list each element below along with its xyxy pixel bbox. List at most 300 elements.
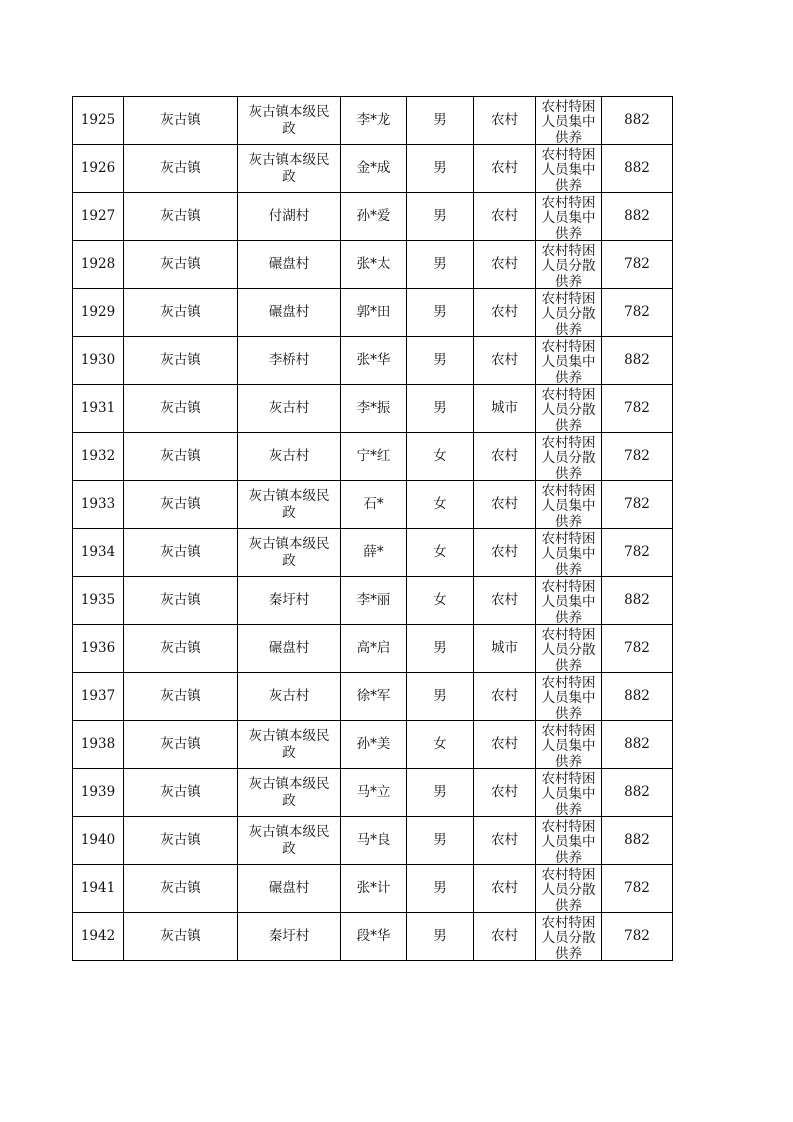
cell-support-type-text: 农村特困人员集中供养 xyxy=(541,194,596,240)
cell-name-text: 马*良 xyxy=(356,832,391,848)
cell-name-text: 张*计 xyxy=(356,880,391,896)
cell-residence xyxy=(474,577,536,625)
cell-town xyxy=(124,865,238,913)
cell-amount-text: 882 xyxy=(624,592,650,608)
cell-name-text: 孙*爱 xyxy=(356,208,391,224)
cell-amount-text: 782 xyxy=(624,400,650,416)
cell-town-text: 灰古镇 xyxy=(160,400,201,416)
cell-amount xyxy=(602,769,673,817)
cell-amount-text: 782 xyxy=(624,256,650,272)
cell-amount-text: 882 xyxy=(624,688,650,704)
cell-id xyxy=(73,529,124,577)
cell-amount xyxy=(602,913,673,961)
cell-gender xyxy=(407,481,474,529)
cell-support-type xyxy=(536,481,602,529)
cell-amount xyxy=(602,193,673,241)
cell-village xyxy=(238,385,341,433)
cell-name-text: 郭*田 xyxy=(356,304,391,320)
cell-id xyxy=(73,625,124,673)
cell-gender xyxy=(407,241,474,289)
cell-village xyxy=(238,817,341,865)
cell-name xyxy=(341,385,407,433)
cell-amount xyxy=(602,337,673,385)
cell-amount-text: 782 xyxy=(624,544,650,560)
cell-gender-text: 男 xyxy=(433,928,447,944)
table-row xyxy=(73,673,673,721)
cell-gender-text: 男 xyxy=(433,208,447,224)
cell-residence-text: 城市 xyxy=(491,400,518,416)
cell-village-text: 秦圩村 xyxy=(268,592,310,608)
table-row xyxy=(73,625,673,673)
cell-village-text: 灰古镇本级民政 xyxy=(248,727,330,761)
cell-gender xyxy=(407,529,474,577)
cell-town-text: 灰古镇 xyxy=(160,352,201,368)
cell-town xyxy=(124,529,238,577)
cell-residence xyxy=(474,385,536,433)
table-row xyxy=(73,97,673,145)
cell-name-text: 金*成 xyxy=(356,160,391,176)
cell-gender-text: 男 xyxy=(433,640,447,656)
cell-support-type xyxy=(536,289,602,337)
cell-name-text: 孙*美 xyxy=(356,736,391,752)
cell-town-text: 灰古镇 xyxy=(160,832,201,848)
cell-residence-text: 农村 xyxy=(491,352,518,368)
cell-gender-text: 男 xyxy=(433,784,447,800)
cell-residence xyxy=(474,865,536,913)
cell-residence xyxy=(474,97,536,145)
cell-town-text: 灰古镇 xyxy=(160,256,201,272)
cell-id-text: 1941 xyxy=(80,880,116,896)
cell-residence-text: 农村 xyxy=(491,496,518,512)
table-row xyxy=(73,433,673,481)
cell-residence xyxy=(474,193,536,241)
cell-id-text: 1937 xyxy=(80,688,116,704)
table-row xyxy=(73,817,673,865)
cell-amount-text: 782 xyxy=(624,496,650,512)
cell-name-text: 马*立 xyxy=(356,784,391,800)
cell-name xyxy=(341,193,407,241)
cell-town-text: 灰古镇 xyxy=(160,496,201,512)
cell-residence xyxy=(474,769,536,817)
cell-village-text: 灰古镇本级民政 xyxy=(248,775,330,809)
cell-residence-text: 农村 xyxy=(491,160,518,176)
cell-name xyxy=(341,817,407,865)
table-row xyxy=(73,145,673,193)
cell-town xyxy=(124,673,238,721)
cell-residence xyxy=(474,241,536,289)
cell-name xyxy=(341,433,407,481)
cell-name xyxy=(341,481,407,529)
cell-village xyxy=(238,769,341,817)
cell-gender-text: 女 xyxy=(433,736,447,752)
cell-name xyxy=(341,145,407,193)
cell-support-type-text: 农村特困人员集中供养 xyxy=(541,146,596,192)
cell-id xyxy=(73,289,124,337)
cell-town-text: 灰古镇 xyxy=(160,784,201,800)
cell-village-text: 碾盘村 xyxy=(268,880,310,896)
table-row xyxy=(73,337,673,385)
cell-name xyxy=(341,865,407,913)
cell-id-text: 1932 xyxy=(80,448,116,464)
cell-support-type xyxy=(536,673,602,721)
cell-support-type xyxy=(536,865,602,913)
cell-residence-text: 农村 xyxy=(491,448,518,464)
cell-name-text: 宁*红 xyxy=(356,448,391,464)
cell-name-text: 李*丽 xyxy=(356,592,391,608)
cell-town-text: 灰古镇 xyxy=(160,304,201,320)
cell-id-text: 1929 xyxy=(80,304,116,320)
cell-id-text: 1926 xyxy=(80,160,116,176)
cell-gender xyxy=(407,97,474,145)
cell-town-text: 灰古镇 xyxy=(160,208,201,224)
cell-support-type xyxy=(536,193,602,241)
cell-gender-text: 男 xyxy=(433,880,447,896)
cell-residence xyxy=(474,721,536,769)
cell-name xyxy=(341,289,407,337)
cell-gender-text: 女 xyxy=(433,592,447,608)
cell-village-text: 秦圩村 xyxy=(268,928,310,944)
cell-support-type-text: 农村特困人员集中供养 xyxy=(541,578,596,624)
cell-residence xyxy=(474,673,536,721)
cell-village-text: 付湖村 xyxy=(268,208,310,224)
cell-gender xyxy=(407,145,474,193)
cell-support-type xyxy=(536,145,602,193)
cell-gender-text: 女 xyxy=(433,544,447,560)
cell-residence xyxy=(474,289,536,337)
cell-amount xyxy=(602,865,673,913)
cell-support-type-text: 农村特困人员分散供养 xyxy=(541,242,596,288)
cell-village xyxy=(238,97,341,145)
cell-support-type xyxy=(536,241,602,289)
cell-town-text: 灰古镇 xyxy=(160,112,201,128)
cell-amount xyxy=(602,577,673,625)
cell-village xyxy=(238,289,341,337)
cell-name xyxy=(341,769,407,817)
cell-town xyxy=(124,97,238,145)
cell-amount-text: 882 xyxy=(624,784,650,800)
cell-gender-text: 男 xyxy=(433,352,447,368)
cell-gender-text: 男 xyxy=(433,400,447,416)
cell-amount xyxy=(602,145,673,193)
cell-amount-text: 882 xyxy=(624,736,650,752)
cell-amount xyxy=(602,817,673,865)
cell-name xyxy=(341,913,407,961)
cell-amount-text: 782 xyxy=(624,304,650,320)
cell-residence xyxy=(474,433,536,481)
cell-support-type-text: 农村特困人员分散供养 xyxy=(541,914,596,960)
cell-residence xyxy=(474,817,536,865)
cell-residence-text: 农村 xyxy=(491,256,518,272)
cell-town-text: 灰古镇 xyxy=(160,928,201,944)
cell-id xyxy=(73,481,124,529)
cell-support-type-text: 农村特困人员分散供养 xyxy=(541,290,596,336)
cell-support-type xyxy=(536,97,602,145)
cell-support-type xyxy=(536,385,602,433)
cell-name xyxy=(341,673,407,721)
cell-village xyxy=(238,913,341,961)
cell-id-text: 1927 xyxy=(80,208,116,224)
cell-village xyxy=(238,529,341,577)
cell-residence xyxy=(474,529,536,577)
table-row xyxy=(73,529,673,577)
cell-amount xyxy=(602,529,673,577)
cell-village-text: 碾盘村 xyxy=(268,256,310,272)
cell-village xyxy=(238,721,341,769)
cell-amount xyxy=(602,673,673,721)
cell-amount-text: 782 xyxy=(624,448,650,464)
cell-town-text: 灰古镇 xyxy=(160,880,201,896)
cell-amount xyxy=(602,241,673,289)
cell-amount-text: 882 xyxy=(624,208,650,224)
cell-support-type xyxy=(536,913,602,961)
cell-id xyxy=(73,97,124,145)
cell-gender-text: 男 xyxy=(433,112,447,128)
cell-id xyxy=(73,433,124,481)
cell-village-text: 灰古镇本级民政 xyxy=(248,151,330,185)
table-row xyxy=(73,289,673,337)
cell-town xyxy=(124,145,238,193)
table-row xyxy=(73,865,673,913)
cell-amount-text: 782 xyxy=(624,640,650,656)
table-row xyxy=(73,913,673,961)
cell-town-text: 灰古镇 xyxy=(160,688,201,704)
table-row xyxy=(73,241,673,289)
cell-gender xyxy=(407,913,474,961)
cell-amount xyxy=(602,97,673,145)
cell-gender xyxy=(407,433,474,481)
cell-residence xyxy=(474,337,536,385)
cell-id-text: 1925 xyxy=(80,112,116,128)
cell-id xyxy=(73,913,124,961)
cell-gender xyxy=(407,625,474,673)
cell-gender xyxy=(407,289,474,337)
cell-name-text: 李*振 xyxy=(356,400,391,416)
cell-gender-text: 男 xyxy=(433,256,447,272)
cell-id-text: 1940 xyxy=(80,832,116,848)
cell-name-text: 石* xyxy=(363,496,384,512)
cell-gender xyxy=(407,337,474,385)
cell-residence xyxy=(474,145,536,193)
cell-name xyxy=(341,625,407,673)
cell-village xyxy=(238,193,341,241)
cell-id-text: 1936 xyxy=(80,640,116,656)
cell-amount xyxy=(602,625,673,673)
cell-town xyxy=(124,289,238,337)
table-row xyxy=(73,385,673,433)
cell-id xyxy=(73,241,124,289)
cell-name-text: 高*启 xyxy=(356,640,391,656)
cell-id xyxy=(73,385,124,433)
cell-residence-text: 农村 xyxy=(491,784,518,800)
cell-town-text: 灰古镇 xyxy=(160,544,201,560)
cell-town-text: 灰古镇 xyxy=(160,160,201,176)
cell-residence-text: 农村 xyxy=(491,592,518,608)
cell-id-text: 1942 xyxy=(80,928,116,944)
cell-support-type xyxy=(536,817,602,865)
cell-id-text: 1934 xyxy=(80,544,116,560)
cell-amount xyxy=(602,289,673,337)
cell-village-text: 灰古村 xyxy=(268,448,310,464)
cell-town xyxy=(124,721,238,769)
cell-amount xyxy=(602,721,673,769)
table-body xyxy=(73,97,673,961)
table-row xyxy=(73,481,673,529)
cell-residence xyxy=(474,625,536,673)
cell-village xyxy=(238,673,341,721)
cell-support-type-text: 农村特困人员分散供养 xyxy=(541,866,596,912)
cell-support-type-text: 农村特困人员集中供养 xyxy=(541,770,596,816)
cell-support-type xyxy=(536,529,602,577)
cell-id xyxy=(73,145,124,193)
cell-residence xyxy=(474,913,536,961)
cell-id-text: 1933 xyxy=(80,496,116,512)
cell-support-type xyxy=(536,577,602,625)
cell-name-text: 张*华 xyxy=(356,352,391,368)
cell-amount xyxy=(602,433,673,481)
cell-gender-text: 男 xyxy=(433,304,447,320)
cell-town xyxy=(124,241,238,289)
cell-gender-text: 女 xyxy=(433,496,447,512)
cell-support-type-text: 农村特困人员集中供养 xyxy=(541,482,596,528)
cell-amount-text: 782 xyxy=(624,880,650,896)
cell-gender xyxy=(407,577,474,625)
cell-gender-text: 男 xyxy=(433,832,447,848)
cell-amount-text: 882 xyxy=(624,832,650,848)
cell-amount-text: 882 xyxy=(624,352,650,368)
cell-village xyxy=(238,577,341,625)
cell-id xyxy=(73,721,124,769)
cell-residence-text: 农村 xyxy=(491,688,518,704)
cell-gender xyxy=(407,385,474,433)
cell-name-text: 张*太 xyxy=(356,256,391,272)
cell-support-type-text: 农村特困人员集中供养 xyxy=(541,674,596,720)
cell-support-type xyxy=(536,769,602,817)
cell-support-type-text: 农村特困人员分散供养 xyxy=(541,434,596,480)
cell-village-text: 李桥村 xyxy=(268,352,310,368)
cell-amount xyxy=(602,385,673,433)
cell-village-text: 碾盘村 xyxy=(268,304,310,320)
cell-residence xyxy=(474,481,536,529)
cell-name xyxy=(341,97,407,145)
cell-town xyxy=(124,337,238,385)
cell-support-type xyxy=(536,721,602,769)
cell-residence-text: 农村 xyxy=(491,544,518,560)
cell-residence-text: 农村 xyxy=(491,112,518,128)
cell-gender xyxy=(407,865,474,913)
cell-residence-text: 农村 xyxy=(491,928,518,944)
cell-village xyxy=(238,481,341,529)
cell-gender-text: 男 xyxy=(433,688,447,704)
cell-town xyxy=(124,769,238,817)
cell-village-text: 灰古镇本级民政 xyxy=(248,823,330,857)
cell-support-type-text: 农村特困人员集中供养 xyxy=(541,722,596,768)
cell-village-text: 灰古镇本级民政 xyxy=(248,535,330,569)
cell-village-text: 灰古村 xyxy=(268,688,310,704)
cell-amount-text: 882 xyxy=(624,160,650,176)
cell-id xyxy=(73,673,124,721)
cell-town xyxy=(124,817,238,865)
cell-residence-text: 农村 xyxy=(491,304,518,320)
cell-id xyxy=(73,193,124,241)
beneficiary-table xyxy=(72,96,673,961)
cell-residence-text: 农村 xyxy=(491,832,518,848)
cell-gender-text: 男 xyxy=(433,160,447,176)
cell-town xyxy=(124,193,238,241)
table-row xyxy=(73,577,673,625)
cell-id-text: 1938 xyxy=(80,736,116,752)
cell-village xyxy=(238,145,341,193)
cell-residence-text: 农村 xyxy=(491,880,518,896)
cell-id-text: 1930 xyxy=(80,352,116,368)
cell-residence-text: 农村 xyxy=(491,208,518,224)
cell-id xyxy=(73,337,124,385)
cell-name xyxy=(341,337,407,385)
cell-village-text: 灰古村 xyxy=(268,400,310,416)
cell-name-text: 段*华 xyxy=(356,928,391,944)
cell-name xyxy=(341,241,407,289)
cell-gender xyxy=(407,769,474,817)
cell-village xyxy=(238,625,341,673)
cell-town-text: 灰古镇 xyxy=(160,448,201,464)
cell-name-text: 李*龙 xyxy=(356,112,391,128)
cell-id-text: 1939 xyxy=(80,784,116,800)
cell-support-type xyxy=(536,433,602,481)
cell-id-text: 1928 xyxy=(80,256,116,272)
cell-amount xyxy=(602,481,673,529)
cell-village-text: 碾盘村 xyxy=(268,640,310,656)
cell-village xyxy=(238,241,341,289)
cell-support-type xyxy=(536,625,602,673)
cell-amount-text: 882 xyxy=(624,112,650,128)
cell-id xyxy=(73,577,124,625)
cell-village xyxy=(238,433,341,481)
table-row xyxy=(73,769,673,817)
cell-residence-text: 城市 xyxy=(491,640,518,656)
cell-gender xyxy=(407,721,474,769)
cell-village xyxy=(238,337,341,385)
cell-gender xyxy=(407,673,474,721)
cell-support-type xyxy=(536,337,602,385)
cell-village-text: 灰古镇本级民政 xyxy=(248,487,330,521)
cell-town xyxy=(124,433,238,481)
cell-id xyxy=(73,817,124,865)
cell-residence-text: 农村 xyxy=(491,736,518,752)
cell-support-type-text: 农村特困人员集中供养 xyxy=(541,818,596,864)
cell-town xyxy=(124,913,238,961)
cell-support-type-text: 农村特困人员分散供养 xyxy=(541,626,596,672)
cell-support-type-text: 农村特困人员集中供养 xyxy=(541,530,596,576)
cell-amount-text: 782 xyxy=(624,928,650,944)
cell-name-text: 薛* xyxy=(363,544,384,560)
cell-support-type-text: 农村特困人员分散供养 xyxy=(541,386,596,432)
cell-town-text: 灰古镇 xyxy=(160,640,201,656)
cell-name xyxy=(341,721,407,769)
cell-town xyxy=(124,577,238,625)
cell-support-type-text: 农村特困人员集中供养 xyxy=(541,98,596,144)
cell-name xyxy=(341,529,407,577)
cell-support-type-text: 农村特困人员集中供养 xyxy=(541,338,596,384)
cell-town xyxy=(124,481,238,529)
cell-id-text: 1931 xyxy=(80,400,116,416)
cell-id xyxy=(73,769,124,817)
table-row xyxy=(73,193,673,241)
cell-village-text: 灰古镇本级民政 xyxy=(248,103,330,137)
cell-id-text: 1935 xyxy=(80,592,116,608)
cell-town-text: 灰古镇 xyxy=(160,592,201,608)
table-row xyxy=(73,721,673,769)
cell-town xyxy=(124,385,238,433)
cell-name xyxy=(341,577,407,625)
